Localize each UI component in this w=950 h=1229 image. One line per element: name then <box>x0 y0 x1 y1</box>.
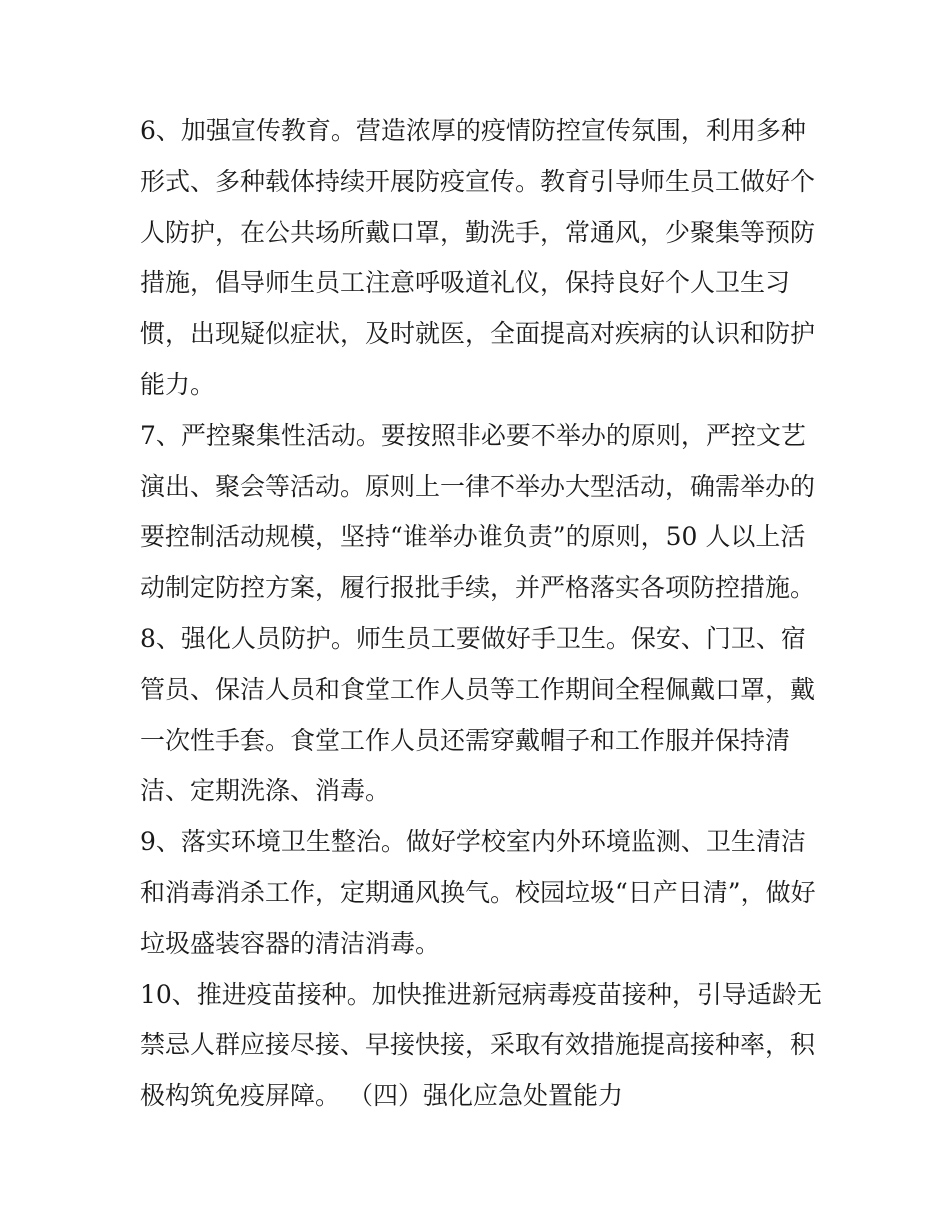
paragraph-line: 极构筑免疫屏障。 （四）强化应急处置能力 <box>140 1081 623 1111</box>
paragraph-6-publicity-education <box>140 106 820 411</box>
paragraph-line: 6、加强宣传教育。营造浓厚的疫情防控宣传氛围，利用多种 <box>140 116 806 145</box>
paragraph-line: 要控制活动规模，坚持“谁举办谁负责”的原则，50 人以上活 <box>140 522 806 552</box>
paragraph-line: 10、推进疫苗接种。加快推进新冠病毒疫苗接种，引导适龄无 <box>140 979 822 1009</box>
paragraph-9-environment-sanitation <box>140 817 820 969</box>
paragraph-line: 人防护，在公共场所戴口罩，勤洗手，常通风，少聚集等预防 <box>140 217 816 247</box>
paragraph-line: 禁忌人群应接尽接、早接快接，采取有效措施提高接种率，积 <box>140 1030 816 1060</box>
paragraph-line: 措施，倡导师生员工注意呼吸道礼仪，保持良好个人卫生习 <box>140 268 791 298</box>
paragraph-line: 洁、定期洗涤、消毒。 <box>140 776 391 806</box>
paragraph-7-gathering-control <box>140 411 820 614</box>
paragraph-line: 垃圾盛装容器的清洁消毒。 <box>140 928 441 958</box>
paragraph-line: 能力。 <box>140 369 216 399</box>
paragraph-line: 一次性手套。食堂工作人员还需穿戴帽子和工作服并保持清 <box>140 725 791 755</box>
paragraph-line: 7、严控聚集性活动。要按照非必要不举办的原则，严控文艺 <box>140 420 806 450</box>
paragraph-line: 形式、多种载体持续开展防疫宣传。教育引导师生员工做好个 <box>140 166 816 196</box>
paragraph-line: 和消毒消杀工作，定期通风换气。校园垃圾“日产日清”，做好 <box>140 877 816 907</box>
paragraph-line: 动制定防控方案，履行报批手续，并严格落实各项防控措施。 <box>140 573 816 603</box>
document-body <box>140 106 820 1122</box>
paragraph-line: 演出、聚会等活动。原则上一律不举办大型活动，确需举办的 <box>140 471 816 501</box>
paragraph-line: 惯，出现疑似症状，及时就医，全面提高对疾病的认识和防护 <box>140 319 816 349</box>
paragraph-8-personnel-protection <box>140 614 820 817</box>
paragraph-line: 9、落实环境卫生整治。做好学校室内外环境监测、卫生清洁 <box>140 827 806 857</box>
paragraph-line: 8、强化人员防护。师生员工要做好手卫生。保安、门卫、宿 <box>140 623 806 653</box>
paragraph-line: 管员、保洁人员和食堂工作人员等工作期间全程佩戴口罩，戴 <box>140 674 816 704</box>
paragraph-10-vaccination <box>140 970 820 1122</box>
